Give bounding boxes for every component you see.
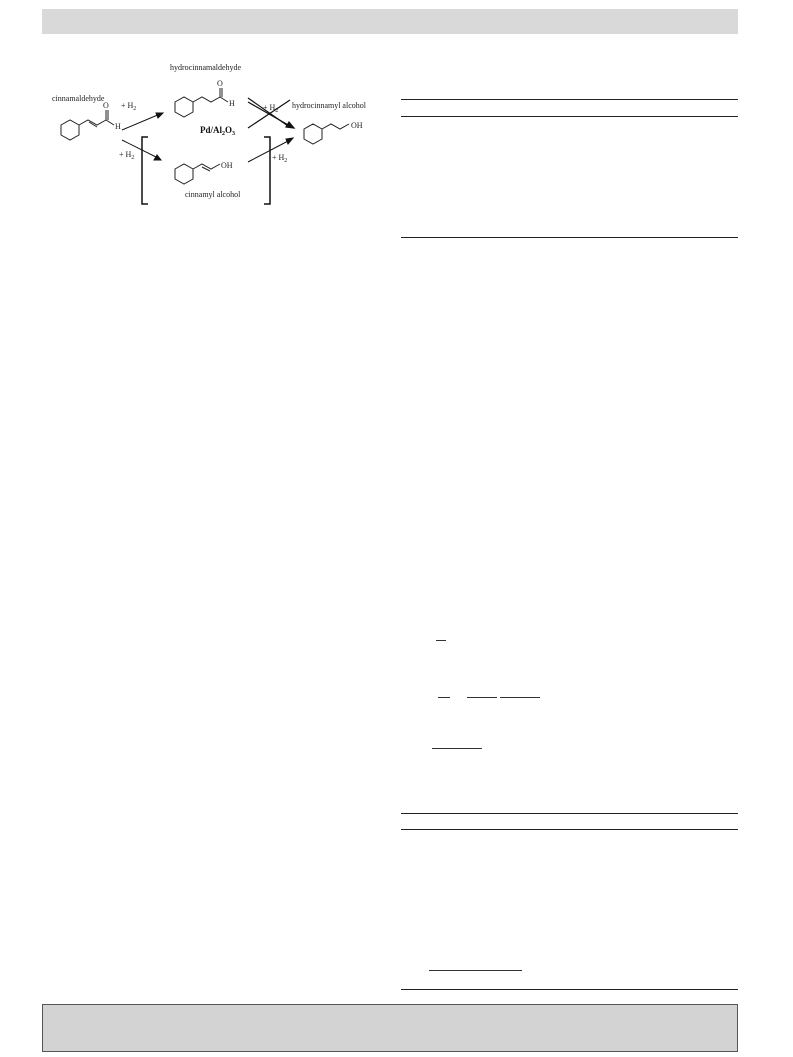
label-h2-right: + $H_2$ xyxy=(272,153,288,164)
table2-top-rule xyxy=(401,813,738,814)
table-header-rule xyxy=(401,116,738,117)
label-catalyst: $Pd/Al_2O_3$ xyxy=(200,125,236,137)
header-bar xyxy=(42,9,738,34)
label-hydrocinnamyl-alcohol: hydrocinnamyl alcohol xyxy=(292,101,366,110)
table2-footnote-rule xyxy=(429,970,522,971)
label-cinnamaldehyde-h: H xyxy=(115,122,121,131)
structure-hydrocinnamaldehyde xyxy=(175,88,228,117)
structure-cinnamyl-alcohol xyxy=(175,164,220,184)
table2-header-rule xyxy=(401,829,738,830)
label-cinnamyl-oh: OH xyxy=(221,161,233,170)
label-cinnamaldehyde-o: O xyxy=(103,101,109,110)
label-h2-lower: + $H_2$ xyxy=(119,150,135,161)
structure-hydrocinnamyl-alcohol xyxy=(304,124,349,144)
equation-fraction-bar-2 xyxy=(438,697,450,698)
table-bottom-rule xyxy=(401,237,738,238)
arrow-to-hydrocinnamaldehyde xyxy=(122,113,163,130)
equation-fraction-bar-3 xyxy=(467,697,497,698)
footer-bar xyxy=(42,1004,738,1052)
label-hydrocinnamaldehyde-o: O xyxy=(217,79,223,88)
table-top-rule xyxy=(401,99,738,100)
table2-bottom-rule xyxy=(401,989,738,990)
equation-fraction-bar-1 xyxy=(436,640,446,641)
label-hydrocinnamyl-oh: OH xyxy=(351,121,363,130)
label-cinnamaldehyde: cinnamaldehyde xyxy=(52,94,105,103)
reaction-scheme-svg xyxy=(42,58,382,218)
equation-fraction-bar-5 xyxy=(432,748,482,749)
label-cinnamyl-alcohol: cinnamyl alcohol xyxy=(185,190,241,199)
reaction-scheme xyxy=(42,58,382,218)
structure-cinnamaldehyde xyxy=(61,110,114,140)
label-h2-upper: + $H_2$ xyxy=(121,101,137,112)
label-hydrocinnamaldehyde: hydrocinnamaldehyde xyxy=(170,63,242,72)
label-hydrocinnamaldehyde-h: H xyxy=(229,99,235,108)
label-h2-crossed: + $H_2$ xyxy=(263,103,279,114)
equation-fraction-bar-4 xyxy=(500,697,540,698)
